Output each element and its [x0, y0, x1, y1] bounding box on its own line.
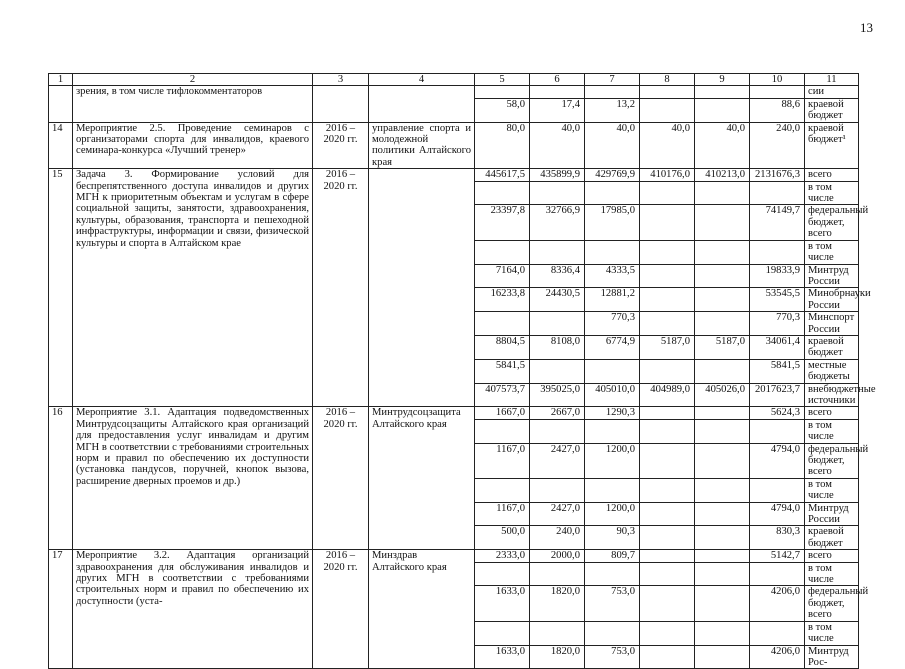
value-cell: 770,3 — [585, 312, 640, 336]
value-cell: 2427,0 — [530, 502, 585, 526]
value-cell: 770,3 — [750, 312, 805, 336]
value-cell: 4206,0 — [750, 586, 805, 621]
value-cell: 410176,0 — [640, 169, 695, 181]
value-cell: 58,0 — [475, 98, 530, 122]
value-cell — [640, 359, 695, 383]
table-row — [49, 86, 859, 98]
table-header — [49, 74, 859, 86]
row-number: 16 — [49, 407, 73, 550]
funding-source: всего — [805, 407, 859, 419]
value-cell — [750, 181, 805, 205]
value-cell: 1820,0 — [530, 645, 585, 669]
value-cell: 4333,5 — [585, 264, 640, 288]
value-cell — [530, 181, 585, 205]
value-cell: 2427,0 — [530, 443, 585, 478]
row-executor: Минтрудсоцзащита Алтайского края — [369, 407, 475, 550]
value-cell — [585, 181, 640, 205]
value-cell: 4206,0 — [750, 645, 805, 669]
page-number: 13 — [860, 20, 873, 35]
header-cell: 7 — [585, 74, 640, 86]
value-cell: 410213,0 — [695, 169, 750, 181]
value-cell: 8108,0 — [530, 335, 585, 359]
value-cell: 1290,3 — [585, 407, 640, 419]
funding-source: местные бюджеты — [805, 359, 859, 383]
value-cell — [530, 562, 585, 586]
value-cell: 5187,0 — [695, 335, 750, 359]
row-years: 2016 – 2020 гг. — [313, 550, 369, 669]
row-years: 2016 – 2020 гг. — [313, 122, 369, 169]
value-cell: 1167,0 — [475, 502, 530, 526]
value-cell: 88,6 — [750, 98, 805, 122]
value-cell — [695, 240, 750, 264]
value-cell — [695, 621, 750, 645]
value-cell — [530, 240, 585, 264]
header-cell: 4 — [369, 74, 475, 86]
header-cell: 3 — [313, 74, 369, 86]
value-cell: 5142,7 — [750, 550, 805, 562]
row-name: Мероприятие 3.1. Адаптация подведомственных Минтрудсоцзащиты Алтайского края организаций для предоставления услуг инвалидам и другим МГН в соответствии с требованиями строительных норм и правил по обеспечению их доступности (установка пандусов, поручней, кнопок вызова, расширение дверных проемов и др.) — [73, 407, 313, 550]
value-cell: 8804,5 — [475, 335, 530, 359]
value-cell — [695, 562, 750, 586]
value-cell: 5841,5 — [475, 359, 530, 383]
value-cell — [475, 562, 530, 586]
value-cell: 404989,0 — [640, 383, 695, 407]
value-cell — [640, 645, 695, 669]
value-cell: 7164,0 — [475, 264, 530, 288]
value-cell: 5187,0 — [640, 335, 695, 359]
value-cell: 240,0 — [530, 526, 585, 550]
value-cell — [695, 359, 750, 383]
value-cell — [640, 264, 695, 288]
row-executor — [369, 169, 475, 407]
value-cell: 2131676,3 — [750, 169, 805, 181]
header-cell: 6 — [530, 74, 585, 86]
value-cell — [530, 621, 585, 645]
value-cell — [585, 359, 640, 383]
header-cell: 5 — [475, 74, 530, 86]
value-cell — [640, 562, 695, 586]
table-row — [49, 407, 859, 419]
value-cell — [750, 621, 805, 645]
program-table — [48, 73, 876, 669]
value-cell: 5624,3 — [750, 407, 805, 419]
funding-source: сии — [805, 86, 859, 98]
funding-source: всего — [805, 550, 859, 562]
value-cell: 17985,0 — [585, 205, 640, 240]
row-number: 14 — [49, 122, 73, 169]
value-cell: 2000,0 — [530, 550, 585, 562]
value-cell: 16233,8 — [475, 288, 530, 312]
row-name: Мероприятие 3.2. Адаптация организаций здравоохранения для обслуживания инвалидов и других МГН в соответствии с требованиями строительных норм и правил по обеспечению их доступности (уста- — [73, 550, 313, 669]
row-name: Задача 3. Формирование условий для беспрепятственного доступа инвалидов и других МГН к приоритетным объектам и услугам в сфере социальной защиты, занятости, здравоохранения, культуры, образования, транспорта и пешеходной инфраструктуры, информации и связи, физической культуры и спорта в Алтайском крае — [73, 169, 313, 407]
value-cell: 2333,0 — [475, 550, 530, 562]
value-cell — [585, 621, 640, 645]
value-cell: 12881,2 — [585, 288, 640, 312]
header-cell: 9 — [695, 74, 750, 86]
value-cell: 40,0 — [585, 122, 640, 169]
value-cell — [640, 240, 695, 264]
funding-source: краевой бюджет — [805, 98, 859, 122]
row-name: Мероприятие 2.5. Проведение семинаров с организаторами спорта для инвалидов, краевого семинара-конкурса «Лучший тренер» — [73, 122, 313, 169]
value-cell — [695, 407, 750, 419]
header-cell: 2 — [73, 74, 313, 86]
value-cell: 90,3 — [585, 526, 640, 550]
value-cell: 34061,4 — [750, 335, 805, 359]
funding-source: краевой бюджет — [805, 526, 859, 550]
value-cell: 53545,5 — [750, 288, 805, 312]
value-cell: 445617,5 — [475, 169, 530, 181]
funding-source: краевой бюджет¹ — [805, 122, 859, 169]
value-cell — [750, 240, 805, 264]
funding-source: краевой бюджет — [805, 335, 859, 359]
value-cell: 405026,0 — [695, 383, 750, 407]
value-cell: 500,0 — [475, 526, 530, 550]
value-cell: 2017623,7 — [750, 383, 805, 407]
funding-source: федеральный бюджет, всего — [805, 586, 859, 621]
value-cell — [640, 550, 695, 562]
value-cell — [695, 264, 750, 288]
value-cell — [695, 312, 750, 336]
value-cell — [695, 443, 750, 478]
value-cell — [695, 205, 750, 240]
value-cell — [695, 586, 750, 621]
row-years: 2016 – 2020 гг. — [313, 407, 369, 550]
row-years: 2016 – 2020 гг. — [313, 169, 369, 407]
value-cell: 435899,9 — [530, 169, 585, 181]
value-cell — [640, 478, 695, 502]
value-cell — [695, 181, 750, 205]
header-cell: 8 — [640, 74, 695, 86]
value-cell — [530, 478, 585, 502]
funding-source: Минобрнауки России — [805, 288, 859, 312]
value-cell — [750, 419, 805, 443]
value-cell: 8336,4 — [530, 264, 585, 288]
value-cell: 17,4 — [530, 98, 585, 122]
funding-source: в том числе — [805, 621, 859, 645]
funding-source: в том числе — [805, 240, 859, 264]
value-cell — [475, 621, 530, 645]
value-cell: 830,3 — [750, 526, 805, 550]
value-cell: 240,0 — [750, 122, 805, 169]
funding-source: в том числе — [805, 478, 859, 502]
value-cell — [475, 419, 530, 443]
funding-source: Минтруд Рос- — [805, 645, 859, 669]
value-cell — [640, 407, 695, 419]
value-cell: 1200,0 — [585, 502, 640, 526]
value-cell: 4794,0 — [750, 502, 805, 526]
value-cell — [640, 502, 695, 526]
funding-source: Минспорт России — [805, 312, 859, 336]
value-cell — [585, 419, 640, 443]
value-cell: 395025,0 — [530, 383, 585, 407]
value-cell: 405010,0 — [585, 383, 640, 407]
header-cell: 11 — [805, 74, 859, 86]
value-cell: 40,0 — [695, 122, 750, 169]
value-cell: 1633,0 — [475, 645, 530, 669]
value-cell — [695, 550, 750, 562]
header-cell: 10 — [750, 74, 805, 86]
value-cell — [530, 419, 585, 443]
value-cell: 5841,5 — [750, 359, 805, 383]
funding-source: всего — [805, 169, 859, 181]
funding-source: внебюджетные источники — [805, 383, 859, 407]
row-executor: управление спорта и молодежной политики Алтайского края — [369, 122, 475, 169]
value-cell: 19833,9 — [750, 264, 805, 288]
value-cell: 32766,9 — [530, 205, 585, 240]
value-cell: 809,7 — [585, 550, 640, 562]
funding-source: в том числе — [805, 419, 859, 443]
value-cell: 80,0 — [475, 122, 530, 169]
value-cell — [475, 312, 530, 336]
value-cell — [640, 621, 695, 645]
table-row — [49, 122, 859, 169]
value-cell — [530, 359, 585, 383]
value-cell: 753,0 — [585, 586, 640, 621]
value-cell: 24430,5 — [530, 288, 585, 312]
value-cell — [475, 181, 530, 205]
value-cell — [750, 478, 805, 502]
value-cell — [585, 240, 640, 264]
value-cell — [695, 645, 750, 669]
value-cell — [695, 502, 750, 526]
header-cell: 1 — [49, 74, 73, 86]
value-cell — [695, 478, 750, 502]
funding-source: федеральный бюджет, всего — [805, 205, 859, 240]
value-cell: 13,2 — [585, 98, 640, 122]
value-cell: 407573,7 — [475, 383, 530, 407]
value-cell: 1200,0 — [585, 443, 640, 478]
table-row — [49, 550, 859, 562]
value-cell — [640, 586, 695, 621]
value-cell — [640, 312, 695, 336]
value-cell: 1820,0 — [530, 586, 585, 621]
value-cell — [750, 562, 805, 586]
value-cell — [475, 478, 530, 502]
value-cell — [640, 443, 695, 478]
value-cell: 429769,9 — [585, 169, 640, 181]
value-cell: 4794,0 — [750, 443, 805, 478]
value-cell — [640, 526, 695, 550]
value-cell — [695, 419, 750, 443]
value-cell — [695, 526, 750, 550]
row-executor: Минздрав Алтайского края — [369, 550, 475, 669]
funding-source: федеральный бюджет, всего — [805, 443, 859, 478]
value-cell — [640, 288, 695, 312]
value-cell — [585, 562, 640, 586]
funding-source: в том числе — [805, 562, 859, 586]
value-cell: 1667,0 — [475, 407, 530, 419]
value-cell: 1167,0 — [475, 443, 530, 478]
row-number: 17 — [49, 550, 73, 669]
row-name: зрения, в том числе тифлокомментаторов — [73, 86, 313, 122]
funding-source: в том числе — [805, 181, 859, 205]
row-group-16 — [49, 407, 869, 550]
value-cell — [475, 240, 530, 264]
funding-source: Минтруд России — [805, 264, 859, 288]
row-group-15 — [49, 169, 876, 407]
value-cell: 23397,8 — [475, 205, 530, 240]
value-cell: 74149,7 — [750, 205, 805, 240]
value-cell — [640, 181, 695, 205]
value-cell: 6774,9 — [585, 335, 640, 359]
value-cell: 40,0 — [640, 122, 695, 169]
table-row — [49, 169, 859, 181]
row-group-17 — [49, 550, 869, 669]
value-cell: 40,0 — [530, 122, 585, 169]
value-cell — [640, 419, 695, 443]
value-cell — [530, 312, 585, 336]
value-cell: 1633,0 — [475, 586, 530, 621]
value-cell: 2667,0 — [530, 407, 585, 419]
value-cell — [585, 478, 640, 502]
value-cell — [695, 288, 750, 312]
value-cell: 753,0 — [585, 645, 640, 669]
value-cell — [640, 205, 695, 240]
funding-source: Минтруд России — [805, 502, 859, 526]
row-number: 15 — [49, 169, 73, 407]
